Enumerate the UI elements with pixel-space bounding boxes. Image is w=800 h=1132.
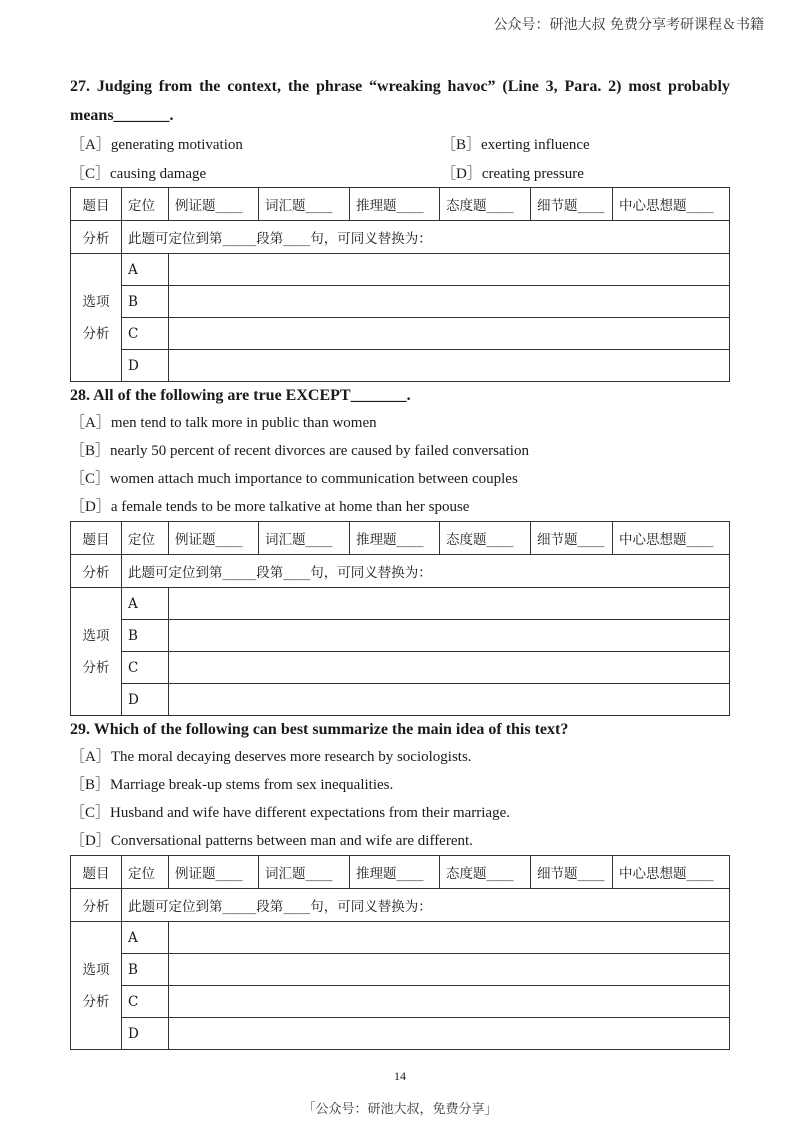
option-letter-b: B xyxy=(122,954,169,986)
question-28-option-a: ［A］men tend to talk more in public than women xyxy=(70,415,377,431)
question-29-option-a: ［A］The moral decaying deserves more research by sociologists. xyxy=(70,749,472,765)
option-answer-field-c[interactable] xyxy=(169,318,730,350)
options-label-top: 选项 xyxy=(82,293,110,310)
option-letter-a: A xyxy=(122,588,169,620)
row-label-analysis: 分析 xyxy=(71,221,122,254)
row-label-analysis: 分析 xyxy=(71,555,122,588)
option-letter-a: A xyxy=(122,254,169,286)
option-letter-d: D xyxy=(122,350,169,382)
question-28-option-d: ［D］a female tends to be more talkative at home than her spouse xyxy=(70,499,470,515)
question-27-analysis-table xyxy=(70,187,730,382)
question-27-option-b: ［B］exerting influence xyxy=(441,137,590,153)
question-29-analysis-table xyxy=(70,855,730,1050)
type-detail: 细节题____ xyxy=(531,188,613,221)
type-locate: 定位 xyxy=(122,188,169,221)
option-answer-field-b[interactable] xyxy=(169,954,730,986)
option-letter-b: B xyxy=(122,620,169,652)
type-example: 例证题____ xyxy=(169,856,259,889)
option-answer-field-c[interactable] xyxy=(169,652,730,684)
options-label-bottom: 分析 xyxy=(82,659,110,676)
option-answer-field-a[interactable] xyxy=(169,588,730,620)
question-27-title xyxy=(70,72,730,130)
options-label-top: 选项 xyxy=(82,627,110,644)
type-main-idea: 中心思想题____ xyxy=(613,188,730,221)
type-attitude: 态度题____ xyxy=(440,856,531,889)
option-letter-b: B xyxy=(122,286,169,318)
type-inference: 推理题____ xyxy=(350,522,440,555)
option-letter-a: A xyxy=(122,922,169,954)
option-letter-d: D xyxy=(122,1018,169,1050)
locate-instruction: 此题可定位到第_____段第____句，可同义替换为： xyxy=(122,555,730,588)
type-locate: 定位 xyxy=(122,856,169,889)
question-29-option-c: ［C］Husband and wife have different expectations from their marriage. xyxy=(70,805,510,821)
question-27-title-line1: 27. Judging from the context, the phrase “wreaking havoc” (Line 3, Para. 2) most probably xyxy=(70,78,730,95)
question-29-title xyxy=(70,715,730,744)
question-28-option-b: ［B］nearly 50 percent of recent divorces are caused by failed conversation xyxy=(70,443,529,459)
option-answer-field-b[interactable] xyxy=(169,620,730,652)
type-inference: 推理题____ xyxy=(350,856,440,889)
options-analysis-label xyxy=(71,588,122,716)
question-28-option-c: ［C］women attach much importance to communication between couples xyxy=(70,471,518,487)
header-note: 公众号：研池大叔 免费分享考研课程＆书籍 xyxy=(493,17,764,33)
options-label-bottom: 分析 xyxy=(82,325,110,342)
option-letter-c: C xyxy=(122,318,169,350)
option-answer-field-d[interactable] xyxy=(169,1018,730,1050)
type-vocabulary: 词汇题____ xyxy=(259,188,350,221)
row-label-analysis: 分析 xyxy=(71,889,122,922)
question-27-option-c: ［C］causing damage xyxy=(70,166,207,182)
option-letter-d: D xyxy=(122,684,169,716)
options-label-bottom: 分析 xyxy=(82,993,110,1010)
options-label-top: 选项 xyxy=(82,961,110,978)
option-answer-field-b[interactable] xyxy=(169,286,730,318)
row-label-question: 题目 xyxy=(71,188,122,221)
option-answer-field-a[interactable] xyxy=(169,254,730,286)
option-letter-c: C xyxy=(122,986,169,1018)
question-27-title-line2: means_______. xyxy=(70,107,174,124)
type-main-idea: 中心思想题____ xyxy=(613,856,730,889)
question-29-option-b: ［B］Marriage break-up stems from sex inequalities. xyxy=(70,777,394,793)
page-number: 14 xyxy=(394,1069,406,1083)
locate-instruction: 此题可定位到第_____段第____句，可同义替换为： xyxy=(122,221,730,254)
option-answer-field-a[interactable] xyxy=(169,922,730,954)
type-detail: 细节题____ xyxy=(531,856,613,889)
option-letter-c: C xyxy=(122,652,169,684)
type-vocabulary: 词汇题____ xyxy=(259,522,350,555)
type-inference: 推理题____ xyxy=(350,188,440,221)
question-27-option-d: ［D］creating pressure xyxy=(441,166,584,182)
question-29-option-d: ［D］Conversational patterns between man and wife are different. xyxy=(70,833,473,849)
type-example: 例证题____ xyxy=(169,522,259,555)
option-answer-field-c[interactable] xyxy=(169,986,730,1018)
question-28-title xyxy=(70,381,730,410)
type-example: 例证题____ xyxy=(169,188,259,221)
type-locate: 定位 xyxy=(122,522,169,555)
option-answer-field-d[interactable] xyxy=(169,350,730,382)
locate-instruction: 此题可定位到第_____段第____句，可同义替换为： xyxy=(122,889,730,922)
type-attitude: 态度题____ xyxy=(440,522,531,555)
row-label-question: 题目 xyxy=(71,522,122,555)
type-vocabulary: 词汇题____ xyxy=(259,856,350,889)
question-28-analysis-table xyxy=(70,521,730,716)
row-label-question: 题目 xyxy=(71,856,122,889)
question-27-option-a: ［A］generating motivation xyxy=(70,137,243,153)
options-analysis-label xyxy=(71,254,122,382)
question-28-title-line1: 28. All of the following are true EXCEPT_______. xyxy=(70,387,411,404)
question-29-title-line1: 29. Which of the following can best summarize the main idea of this text? xyxy=(70,721,569,738)
type-main-idea: 中心思想题____ xyxy=(613,522,730,555)
type-attitude: 态度题____ xyxy=(440,188,531,221)
options-analysis-label xyxy=(71,922,122,1050)
option-answer-field-d[interactable] xyxy=(169,684,730,716)
footer-note: 「公众号：研池大叔，免费分享」 xyxy=(302,1102,498,1117)
type-detail: 细节题____ xyxy=(531,522,613,555)
